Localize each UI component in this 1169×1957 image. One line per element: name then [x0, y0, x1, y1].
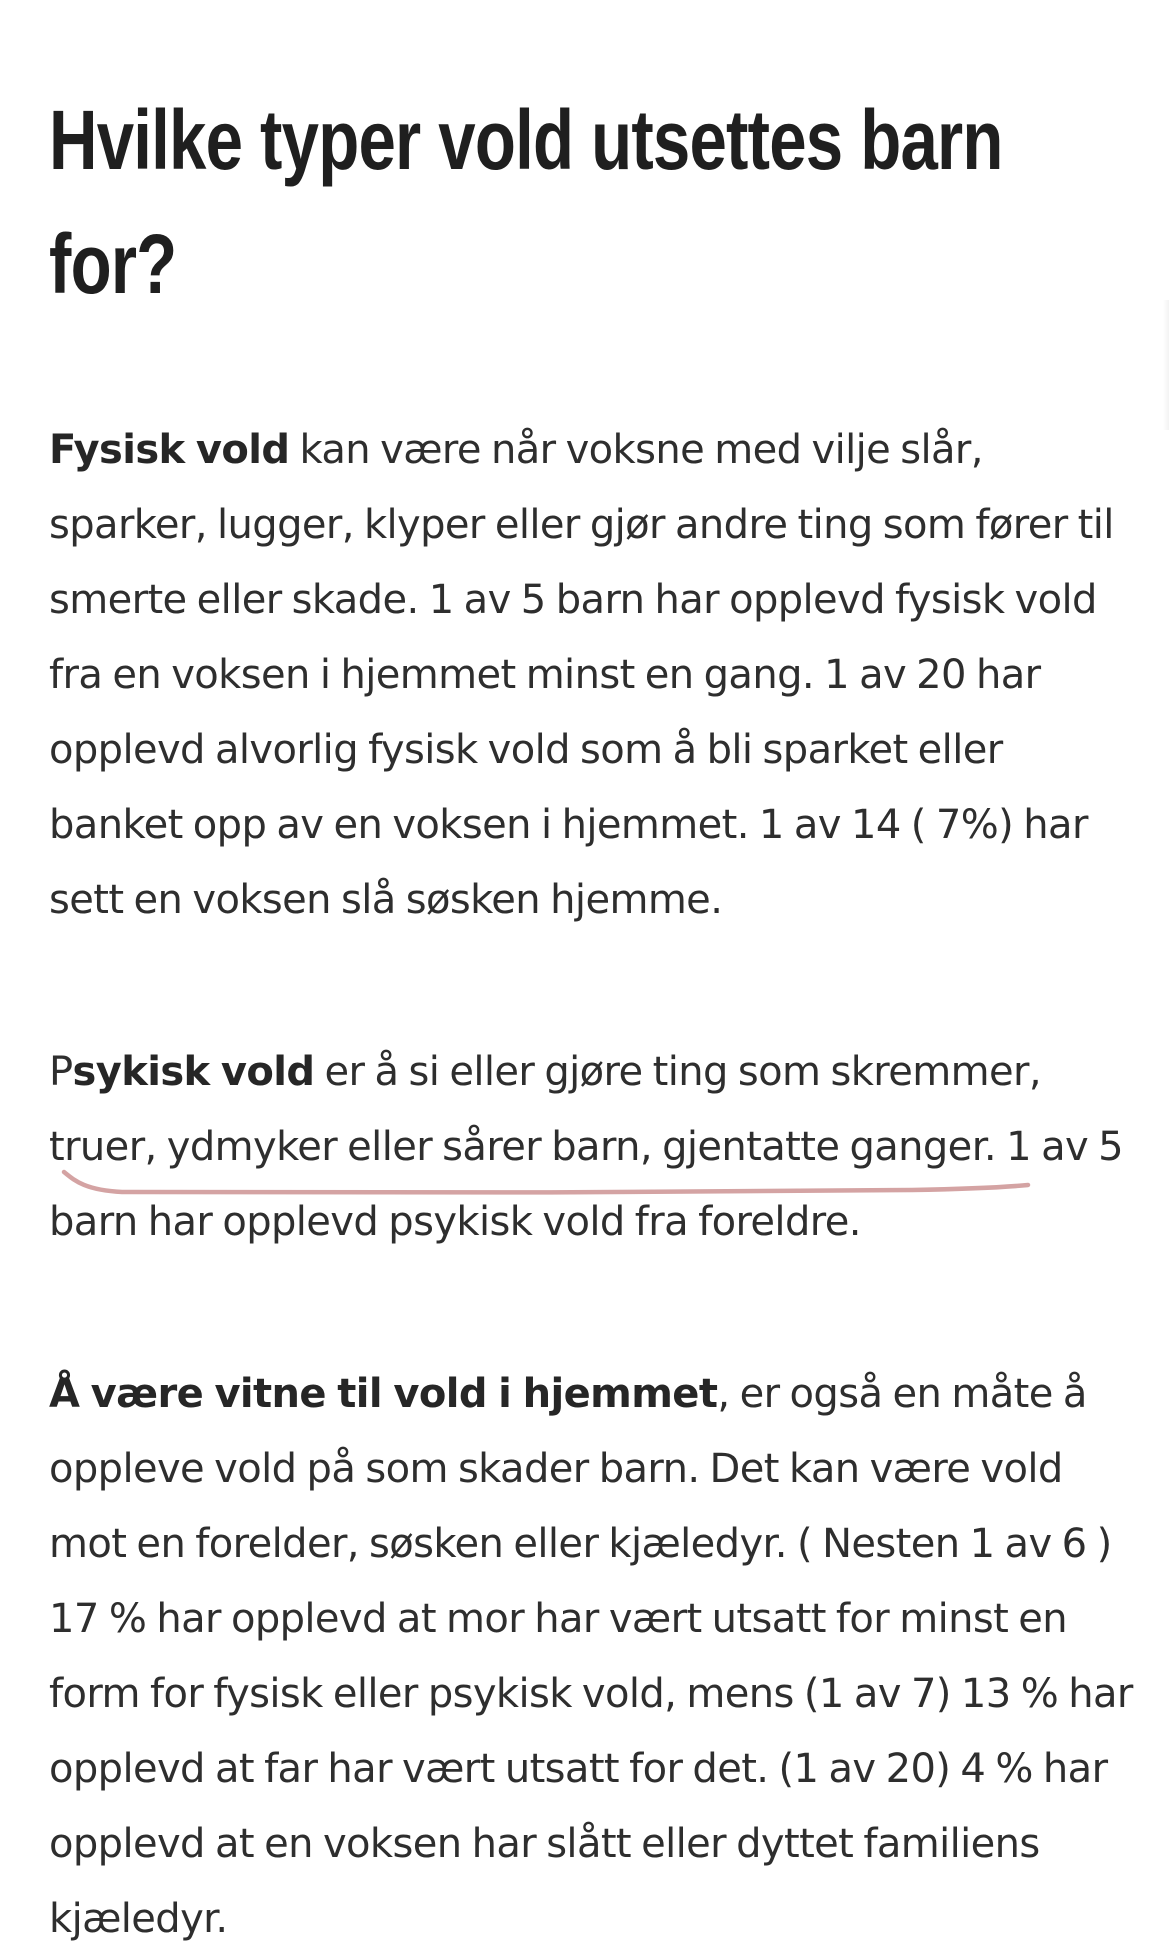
paragraph-psychological-violence: [49, 1035, 1139, 1260]
hand-drawn-underline: [62, 1168, 1032, 1208]
article-title-line-1: Hvilke typer vold utsettes barn: [49, 93, 1003, 187]
paragraph-witnessing-violence-text: , er også en måte å oppleve vold på som skader barn. Det kan være vold mot en forelder, søsken eller kjæledyr. ( Nesten 1 av 6 ) 17 % har opplevd at mor har vært utsatt for minst en form for fysisk eller psykisk vold, mens (1 av 7) 13 % har opplevd at far har vært utsatt for det. (1 av 20) 4 % har opplevd at en voksen har slått eller dyttet familiens kjæledyr.: [49, 1371, 1133, 1942]
paragraph-physical-violence-text: kan være når voksne med vilje slår, sparker, lugger, klyper eller gjør andre ting som fører til smerte eller skade. 1 av 5 barn har opplevd fysisk vold fra en voksen i hjemmet minst en gang. 1 av 20 har opplevd alvorlig fysisk vold som å bli sparket eller banket opp av en voksen i hjemmet. 1 av 14 ( 7%) har sett en voksen slå søsken hjemme.: [49, 427, 1114, 923]
paragraph-physical-violence: [49, 413, 1139, 938]
paragraph-witnessing-violence: [49, 1357, 1139, 1957]
term-psychological-violence-initial: P: [49, 1049, 73, 1095]
article-title: [49, 78, 1003, 326]
term-witnessing-violence: Å være vitne til vold i hjemmet: [49, 1371, 718, 1417]
article-title-line-2: for?: [49, 217, 177, 311]
paragraph-psychological-violence-text: er å si eller gjøre ting som skremmer, truer, ydmyker eller sårer barn, gjentatte ganger. 1 av 5 barn har opplevd psykisk vold fra foreldre.: [49, 1049, 1124, 1245]
term-physical-violence: Fysisk vold: [49, 427, 290, 473]
underline-stroke: [64, 1172, 1028, 1193]
edge-shadow: [1163, 300, 1169, 430]
term-psychological-violence: sykisk vold: [72, 1049, 315, 1095]
